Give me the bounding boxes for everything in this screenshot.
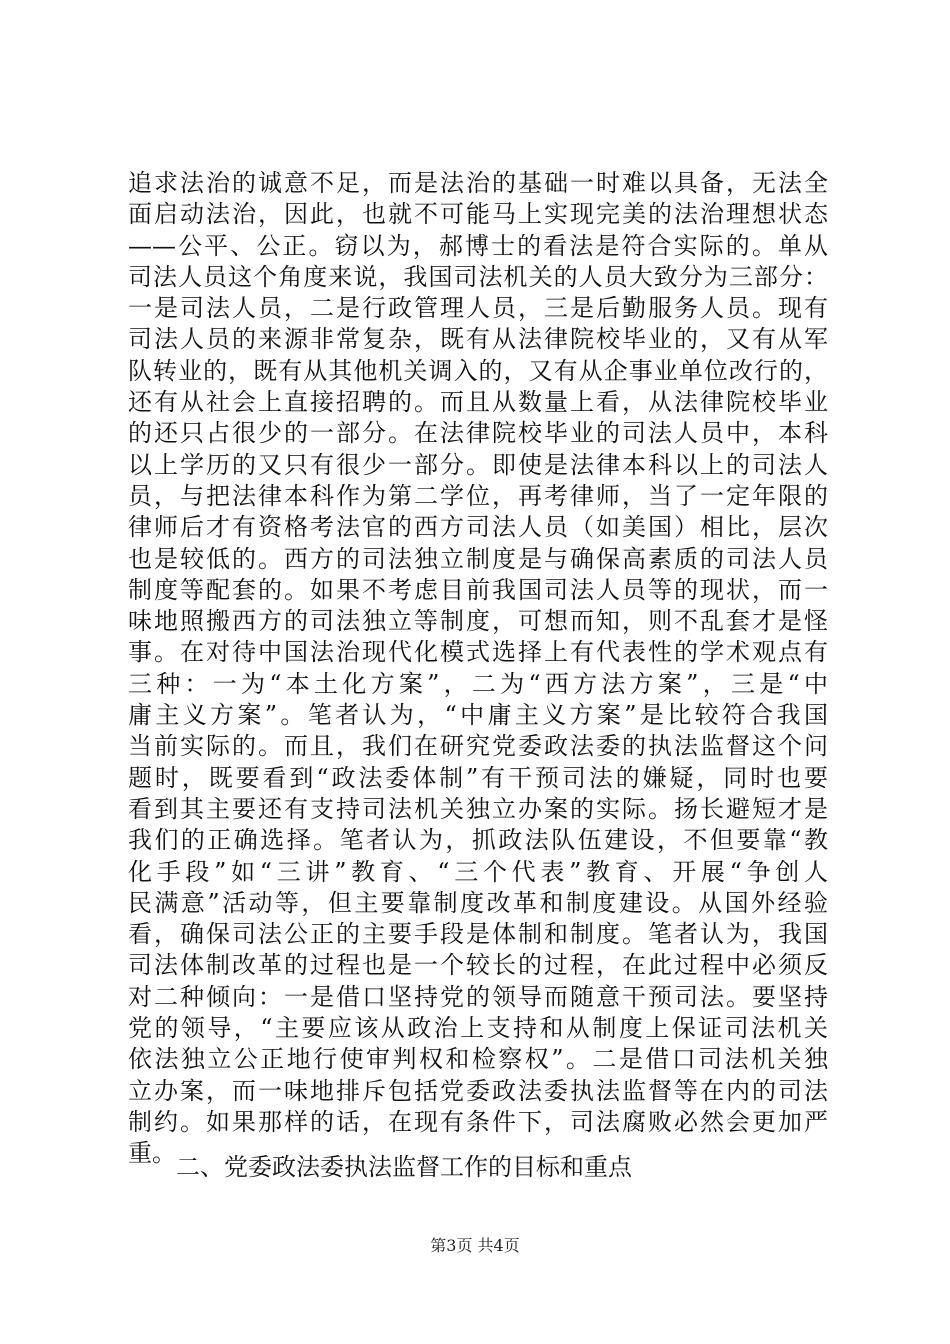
paragraph-line: 庸主义方案”。笔者认为，“中庸主义方案”是比较符合我国	[128, 701, 828, 730]
paragraph-line: 题时，既要看到“政法委体制”有干预司法的嫌疑，同时也要	[128, 763, 828, 792]
paragraph-line: 立办案，而一味地排斥包括党委政法委执法监督等在内的司法	[128, 1076, 828, 1105]
paragraph-line: 味地照搬西方的司法独立等制度，可想而知，则不乱套才是怪	[128, 607, 828, 636]
paragraph-line: 三种：一为“本土化方案”，二为“西方法方案”，三是“中	[128, 669, 828, 698]
body-paragraph	[128, 168, 828, 1170]
paragraph-line: 当前实际的。而且，我们在研究党委政法委的执法监督这个问	[128, 732, 828, 761]
paragraph-line: 制约。如果那样的话，在现有条件下，司法腐败必然会更加严	[128, 1107, 828, 1136]
paragraph-line: 重。	[128, 1139, 176, 1168]
paragraph-line: 面启动法治，因此，也就不可能马上实现完美的法治理想状态	[128, 200, 828, 229]
paragraph-line: ——公平、公正。窃以为，郝博士的看法是符合实际的。单从	[128, 231, 828, 260]
paragraph-line: 司法人员的来源非常复杂，既有从法律院校毕业的，又有从军	[128, 325, 828, 354]
paragraph-line: 也是较低的。西方的司法独立制度是与确保高素质的司法人员	[128, 544, 828, 573]
paragraph-line: 民满意”活动等，但主要靠制度改革和制度建设。从国外经验	[128, 888, 828, 917]
paragraph-line: 看到其主要还有支持司法机关独立办案的实际。扬长避短才是	[128, 794, 828, 823]
paragraph-line: 追求法治的诚意不足，而是法治的基础一时难以具备，无法全	[128, 169, 828, 197]
paragraph-line: 的还只占很少的一部分。在法律院校毕业的司法人员中，本科	[128, 419, 828, 448]
paragraph-line: 司法人员这个角度来说，我国司法机关的人员大致分为三部分：	[128, 262, 828, 291]
paragraph-line: 一是司法人员，二是行政管理人员，三是后勤服务人员。现有	[128, 294, 828, 323]
section-heading: 二、党委政法委执法监督工作的目标和重点	[176, 1153, 632, 1181]
paragraph-line: 员，与把法律本科作为第二学位，再考律师，当了一定年限的	[128, 481, 828, 510]
paragraph-line: 司法体制改革的过程也是一个较长的过程，在此过程中必须反	[128, 951, 828, 980]
paragraph-line: 队转业的，既有从其他机关调入的，又有从企事业单位改行的，	[128, 356, 828, 385]
paragraph-line: 律师后才有资格考法官的西方司法人员（如美国）相比，层次	[128, 513, 828, 542]
paragraph-line: 制度等配套的。如果不考虑目前我国司法人员等的现状，而一	[128, 575, 828, 604]
paragraph-line: 化手段”如“三讲”教育、“三个代表”教育、开展“争创人	[128, 857, 828, 886]
paragraph-line: 事。在对待中国法治现代化模式选择上有代表性的学术观点有	[128, 638, 828, 667]
paragraph-line: 还有从社会上直接招聘的。而且从数量上看，从法律院校毕业	[128, 388, 828, 417]
paragraph-line: 以上学历的又只有很少一部分。即使是法律本科以上的司法人	[128, 450, 828, 479]
paragraph-line: 我们的正确选择。笔者认为，抓政法队伍建设，不但要靠“教	[128, 826, 828, 855]
paragraph-line: 依法独立公正地行使审判权和检察权”。二是借口司法机关独	[128, 1045, 828, 1074]
page-footer: 第3页 共4页	[430, 1236, 520, 1255]
paragraph-line: 对二种倾向：一是借口坚持党的领导而随意干预司法。要坚持	[128, 982, 828, 1011]
paragraph-line: 看，确保司法公正的主要手段是体制和制度。笔者认为，我国	[128, 920, 828, 949]
paragraph-line: 党的领导，“主要应该从政治上支持和从制度上保证司法机关	[128, 1014, 828, 1043]
